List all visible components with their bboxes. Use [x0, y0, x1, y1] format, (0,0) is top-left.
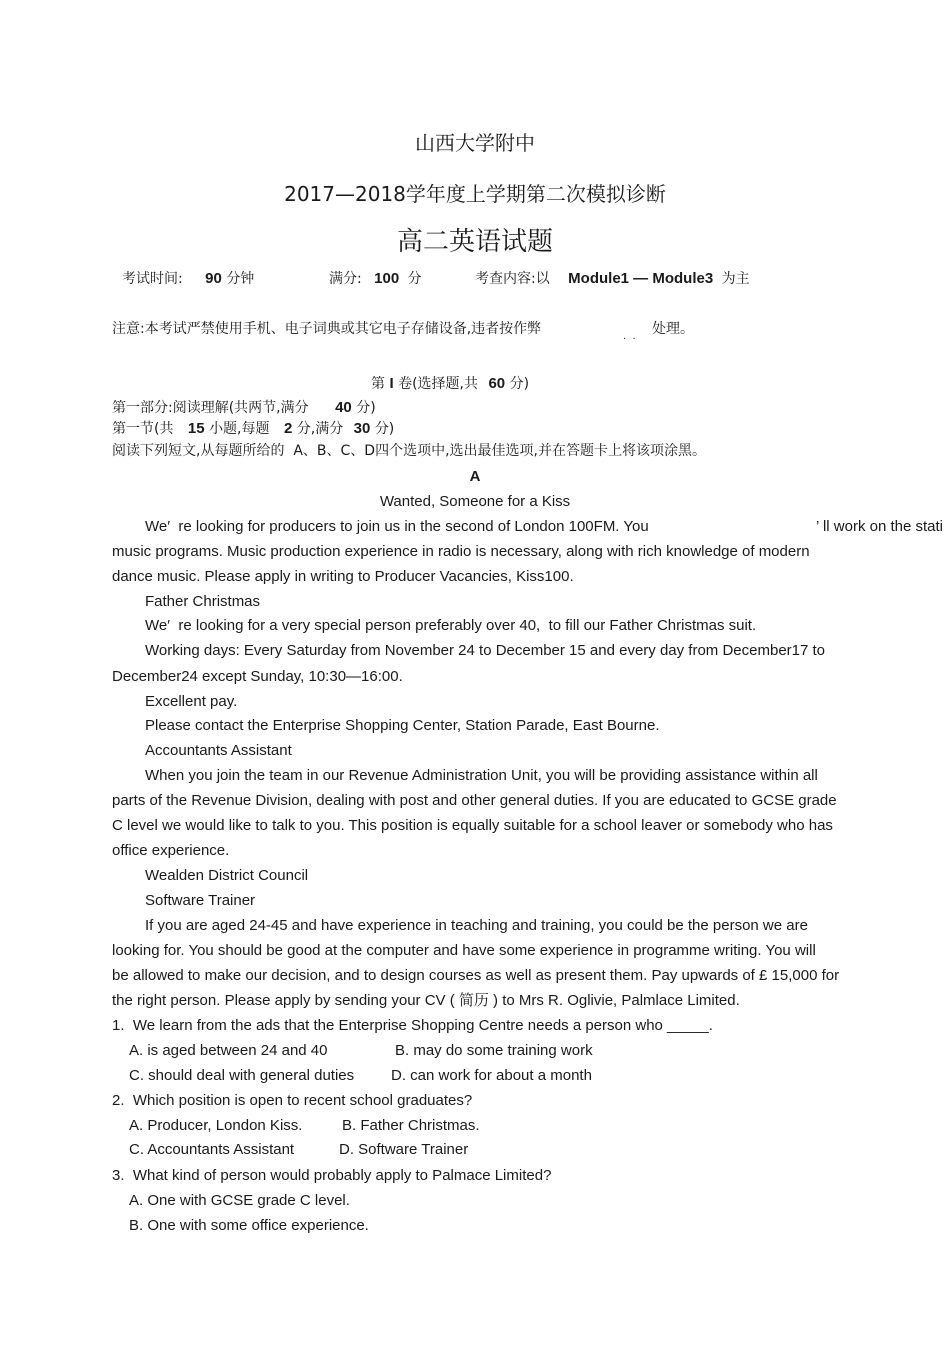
option-c: C. should deal with general duties [129, 1067, 355, 1084]
part-prefix: 第一部分:阅读理解(共两节,满分 [112, 400, 309, 416]
passage-line: If you are aged 24-45 and have experience in teaching and training, you could be the person we are [145, 917, 808, 934]
question-stem: 2. Which position is open to recent school graduates? [112, 1092, 473, 1109]
score-value: 100 [374, 270, 400, 287]
volume-num: I [389, 375, 394, 392]
notice-text: 注意:本考试严禁使用手机、电子词典或其它电子存储设备,违者按作弊 [112, 321, 542, 337]
sub-count: 15 [187, 420, 205, 437]
score-unit: 分 [407, 271, 422, 287]
passage-line: Working days: Every Saturday from November 24 to December 15 and every day from December17 to [145, 642, 826, 659]
page-title: 高二英语试题 [396, 227, 553, 257]
passage-line: the right person. Please apply by sending your CV ( 简历 ) to Mrs R. Oglivie, Palmlace Limited. [112, 992, 740, 1009]
part-heading [112, 399, 376, 417]
option-b: B. One with some office experience. [129, 1217, 369, 1234]
passage-line: We′ re looking for producers to join us in the second of London 100FM. You [145, 518, 649, 535]
passage-line: C level we would like to talk to you. This position is equally suitable for a school leaver or somebody who has [112, 817, 833, 834]
question-stem: 1. We learn from the ads that the Enterprise Shopping Centre needs a person who _____. [112, 1017, 713, 1034]
subsection-heading [112, 420, 394, 438]
sub-prefix: 第一节(共 [112, 421, 174, 437]
sub-mid: 小题,每题 [209, 421, 270, 437]
score-info [329, 270, 422, 288]
time-unit: 分钟 [226, 271, 255, 287]
passage-line: Wealden District Council [145, 867, 309, 884]
option-a: A. One with GCSE grade C level. [129, 1192, 350, 1209]
passage-line: Please contact the Enterprise Shopping Center, Station Parade, East Bourne. [145, 717, 660, 734]
option-a: A. Producer, London Kiss. [129, 1117, 303, 1134]
volume-prefix: 第 [371, 376, 385, 392]
section-instruction: 阅读下列短文,从每题所给的 A、B、C、D四个选项中,选出最佳选项,并在答题卡上将该项涂黑。 [112, 443, 706, 459]
sub-mid2: 分,满分 [296, 421, 344, 437]
content-label: 考查内容:以 [475, 271, 550, 287]
passage-line: December24 except Sunday, 10:30—16:00. [112, 668, 403, 685]
content-value: Module1 — Module3 [568, 270, 714, 287]
option-b: B. Father Christmas. [342, 1117, 480, 1134]
exam-term: 2017—2018学年度上学期第二次模拟诊断 [284, 182, 666, 206]
volume-mid: 卷(选择题,共 [398, 376, 478, 392]
emphasis-dots: · · [623, 334, 636, 345]
passage-overflow: ’ ll work on the stati [816, 518, 943, 535]
notice-tail: 处理。 [652, 321, 694, 337]
option-b: B. may do some training work [395, 1042, 593, 1059]
content-info [475, 270, 750, 288]
sub-each: 2 [283, 420, 293, 437]
passage-line: music programs. Music production experience in radio is necessary, along with rich knowledge of modern [112, 543, 810, 560]
passage-line: dance music. Please apply in writing to Producer Vacancies, Kiss100. [112, 568, 574, 585]
exam-info [122, 270, 254, 288]
option-a: A. is aged between 24 and 40 [129, 1042, 328, 1059]
passage-line: We′ re looking for a very special person preferably over 40, to fill our Father Christmas suit. [145, 617, 757, 634]
passage-line: parts of the Revenue Division, dealing with post and other general duties. If you are educated to GCSE grade [112, 792, 837, 809]
option-c: C. Accountants Assistant [129, 1141, 295, 1158]
score-label: 满分: [329, 271, 362, 287]
passage-line: Excellent pay. [145, 693, 238, 710]
passage-line: Father Christmas [145, 593, 261, 610]
time-value: 90 [205, 270, 222, 287]
part-score: 40 [335, 399, 352, 416]
passage-line: When you join the team in our Revenue Administration Unit, you will be providing assistance within all [145, 767, 818, 784]
time-label: 考试时间: [122, 271, 183, 287]
content-suffix: 为主 [721, 271, 750, 287]
volume-score: 60 [488, 375, 506, 392]
passage-line: be allowed to make our decision, and to design courses as well as present them. Pay upwards of £ 15,000 for [112, 967, 840, 984]
passage-label: A [469, 468, 481, 485]
passage-line: Accountants Assistant [145, 742, 292, 759]
option-d: D. can work for about a month [391, 1067, 592, 1084]
passage-line: looking for. You should be good at the computer and have some experience in programme writing. You will [112, 942, 816, 959]
passage-line: Software Trainer [145, 892, 256, 909]
passage-line: office experience. [112, 842, 230, 859]
sub-total: 30 [353, 420, 371, 437]
school-name: 山西大学附中 [415, 131, 535, 155]
part-suffix: 分) [356, 400, 376, 416]
sub-suffix: 分) [374, 421, 395, 437]
option-d: D. Software Trainer [339, 1141, 469, 1158]
passage-title: Wanted, Someone for a Kiss [379, 493, 571, 510]
question-stem: 3. What kind of person would probably apply to Palmace Limited? [112, 1167, 552, 1184]
volume-suffix: 分) [509, 376, 530, 392]
volume-heading [371, 375, 529, 393]
